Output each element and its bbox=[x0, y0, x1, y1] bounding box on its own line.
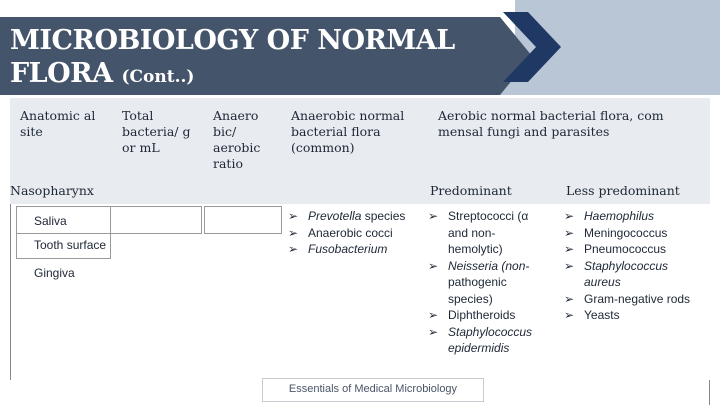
list-item: ➢ Haemophilus bbox=[564, 209, 655, 223]
list-item: ➢ Staphylococcus epidermidis bbox=[428, 324, 533, 355]
arrow-bullet-icon: ➢ bbox=[564, 209, 575, 223]
list-item: ➢ Gram-negative rods bbox=[564, 291, 691, 306]
arrow-bullet-icon: ➢ bbox=[564, 308, 575, 322]
arrow-bullet-icon: ➢ bbox=[428, 258, 439, 273]
site-gingiva: Gingiva bbox=[34, 266, 75, 280]
header-anatomic-site: Anatomic al site bbox=[20, 108, 96, 139]
arrow-bullet-icon: ➢ bbox=[288, 225, 299, 240]
list-item: ➢ Anaerobic cocci bbox=[288, 225, 393, 240]
arrow-bullet-icon: ➢ bbox=[428, 308, 439, 322]
arrow-bullet-icon: ➢ bbox=[288, 209, 299, 223]
total-bacteria-cell bbox=[110, 206, 202, 234]
less-predominant-flora-list bbox=[564, 208, 709, 324]
anaerobic-flora-list bbox=[288, 208, 428, 258]
list-item: ➢ Streptococci (α and non- hemolytic) bbox=[428, 209, 529, 256]
header-anaerobic: Anaerobic normal bacterial flora (common) bbox=[291, 108, 405, 155]
title-suffix: (Cont..) bbox=[121, 67, 195, 87]
header-total-bacteria: Total bacteria/ g or mL bbox=[122, 108, 191, 155]
header-ratio: Anaero bic/ aerobic ratio bbox=[213, 108, 261, 171]
ratio-cell bbox=[204, 206, 282, 234]
list-item: ➢ Fusobacterium bbox=[288, 242, 388, 256]
arrow-bullet-icon: ➢ bbox=[564, 225, 575, 240]
site-tooth-surface: Tooth surface bbox=[34, 238, 107, 252]
predominant-flora-list bbox=[428, 208, 553, 357]
arrow-bullet-icon: ➢ bbox=[564, 258, 575, 273]
list-item: ➢ Pneumococcus bbox=[564, 242, 667, 256]
subheader-predominant: Predominant bbox=[430, 183, 512, 198]
table-subheader-row bbox=[10, 178, 710, 204]
list-item: ➢ Prevotella species bbox=[288, 209, 406, 223]
list-item: ➢ Staphylococcus aureus bbox=[564, 258, 669, 289]
region-label: Nasopharynx bbox=[10, 183, 94, 198]
slide-title bbox=[10, 24, 530, 94]
arrow-bullet-icon: ➢ bbox=[428, 324, 439, 339]
footer-source: Essentials of Medical Microbiology bbox=[262, 378, 484, 402]
table-header-row bbox=[10, 98, 710, 178]
site-saliva: Saliva bbox=[34, 214, 67, 228]
arrow-bullet-icon: ➢ bbox=[564, 242, 575, 256]
header-aerobic: Aerobic normal bacterial flora, com mensal fungi and parasites bbox=[438, 108, 664, 139]
arrow-bullet-icon: ➢ bbox=[428, 209, 439, 223]
title-main: MICROBIOLOGY OF NORMAL FLORA bbox=[10, 25, 455, 89]
list-item: ➢ Yeasts bbox=[564, 308, 620, 322]
list-item: ➢ Meningococcus bbox=[564, 225, 668, 240]
list-item: ➢ Diphtheroids bbox=[428, 308, 516, 322]
arrow-bullet-icon: ➢ bbox=[288, 242, 299, 256]
flora-table bbox=[10, 98, 710, 380]
list-item: ➢ Neisseria (non- pathogenic species) bbox=[428, 258, 530, 306]
subheader-less-predominant: Less predominant bbox=[566, 183, 680, 198]
table-border-right bbox=[709, 380, 710, 405]
arrow-bullet-icon: ➢ bbox=[564, 291, 575, 306]
